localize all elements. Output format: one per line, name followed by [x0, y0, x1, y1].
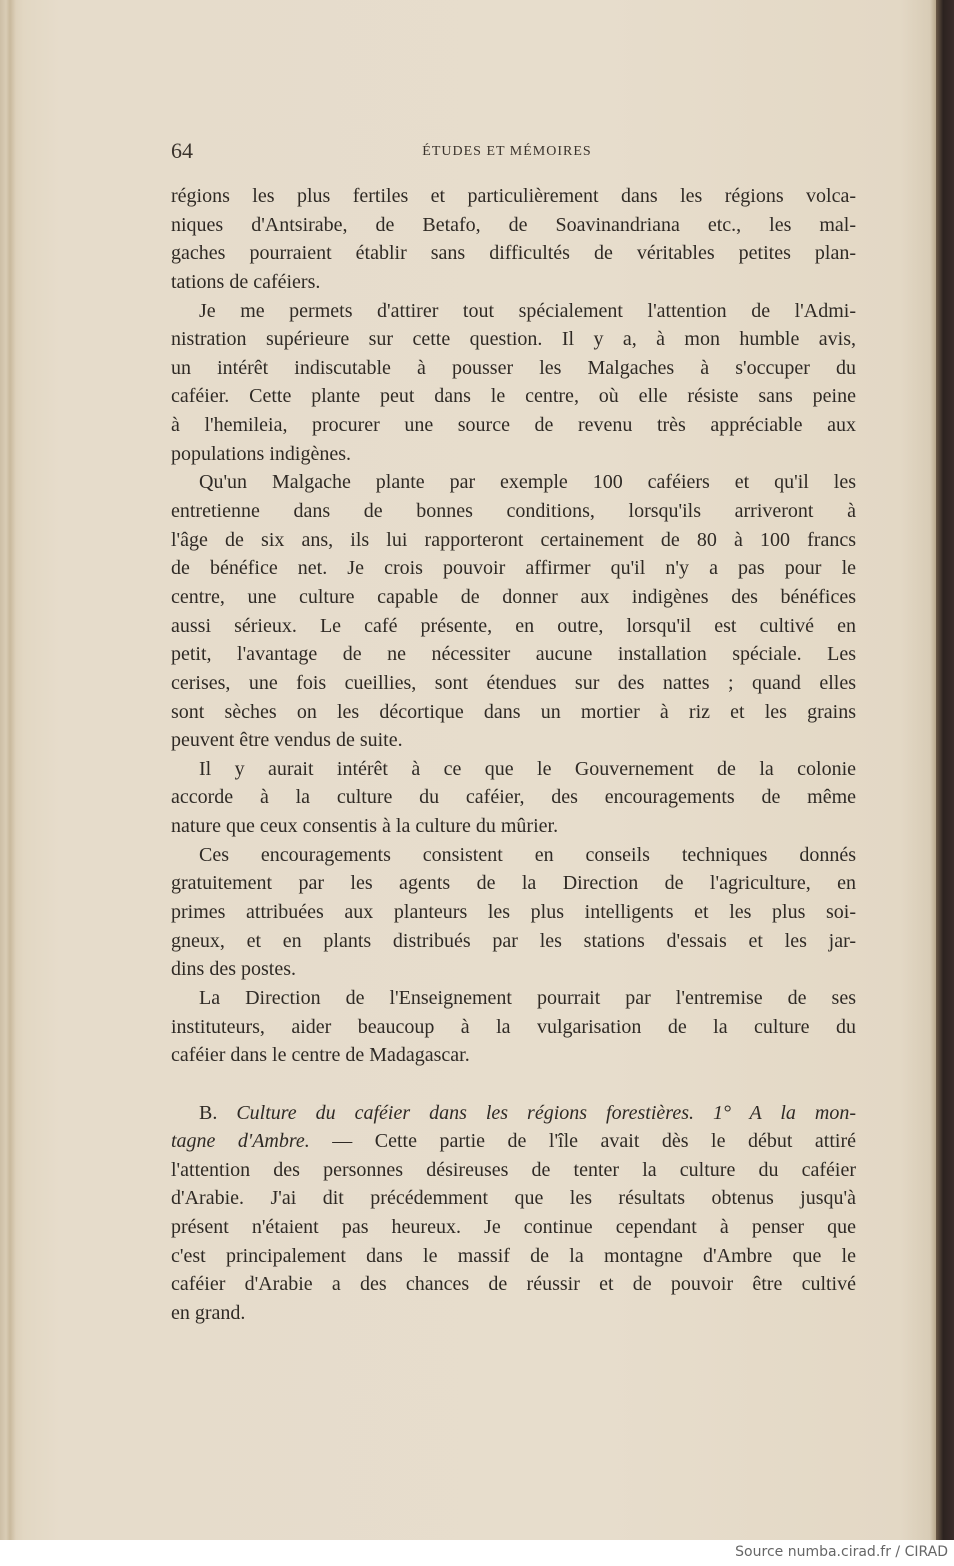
section-title: Culture du caféier dans les régions forestières. 1° A la mon-	[236, 1101, 856, 1124]
text-line: Je me permets d'attirer tout spécialement l'attention de l'Admi-	[199, 299, 856, 322]
page-body	[171, 182, 856, 1328]
text-line: de bénéfice net. Je crois pouvoir affirmer qu'il n'y a pas pour le	[171, 557, 856, 580]
section-b	[171, 1099, 856, 1328]
text-line: Qu'un Malgache plante par exemple 100 caféiers et qu'il les	[199, 471, 856, 494]
paragraph	[171, 297, 856, 469]
text-line: l'âge de six ans, ils lui rapporteront certainement de 80 à 100 francs	[171, 528, 856, 551]
text-line: nature que ceux consentis à la culture du mûrier.	[171, 815, 559, 838]
text-line: primes attribuées aux planteurs les plus intelligents et les plus soi-	[171, 901, 856, 924]
paragraph	[171, 755, 856, 841]
book-binding-edge	[936, 0, 954, 1540]
text-line: entretienne dans de bonnes conditions, lorsqu'ils arriveront à	[171, 500, 856, 523]
text-line: présent n'étaient pas heureux. Je continue cependant à penser que	[171, 1216, 856, 1239]
section-title-cont: tagne d'Ambre.	[171, 1130, 310, 1153]
text-line: caféier d'Arabie a des chances de réussir et de pouvoir être cultivé	[171, 1273, 856, 1296]
text-line: La Direction de l'Enseignement pourrait par l'entremise de ses	[199, 986, 856, 1009]
text-line: d'Arabie. J'ai dit précédemment que les résultats obtenus jusqu'à	[171, 1187, 856, 1210]
paragraph	[171, 468, 856, 754]
text-line: caféier. Cette plante peut dans le centre, où elle résiste sans peine	[171, 385, 856, 408]
text-line: Il y aurait intérêt à ce que le Gouvernement de la colonie	[199, 757, 856, 780]
text-line: dins des postes.	[171, 958, 296, 981]
text-line: sont sèches on les décortique dans un mortier à riz et les grains	[171, 700, 856, 723]
text-line: l'attention des personnes désireuses de tenter la culture du caféier	[171, 1158, 856, 1181]
text-line	[171, 1127, 856, 1156]
text-line: instituteurs, aider beaucoup à la vulgarisation de la culture du	[171, 1015, 856, 1038]
text-line: tations de caféiers.	[171, 270, 321, 293]
section-label: B.	[199, 1101, 218, 1124]
text-line: caféier dans le centre de Madagascar.	[171, 1044, 470, 1067]
running-title: ÉTUDES ET MÉMOIRES	[422, 144, 592, 159]
text-line: à l'hemileia, procurer une source de revenu très appréciable aux	[171, 414, 856, 437]
text-line: cerises, une fois cueillies, sont étendues sur des nattes ; quand elles	[171, 671, 856, 694]
text-line: en grand.	[171, 1301, 246, 1324]
text-line: un intérêt indiscutable à pousser les Malgaches à s'occuper du	[171, 356, 856, 379]
text-line: c'est principalement dans le massif de la montagne d'Ambre que le	[171, 1244, 856, 1267]
paragraph	[171, 841, 856, 984]
text-line: niques d'Antsirabe, de Betafo, de Soavinandriana etc., les mal-	[171, 213, 856, 236]
text-line: nistration supérieure sur cette question. Il y a, à mon humble avis,	[171, 328, 856, 351]
text-line: gaches pourraient établir sans difficultés de véritables petites plan-	[171, 242, 856, 265]
text-line: Ces encouragements consistent en conseils techniques donnés	[199, 843, 856, 866]
paragraph	[171, 182, 856, 297]
section-heading-line	[171, 1099, 856, 1128]
source-credit: Source numba.cirad.fr / CIRAD	[735, 1544, 948, 1560]
text-line: gratuitement par les agents de la Direction de l'agriculture, en	[171, 872, 856, 895]
text-line: accorde à la culture du caféier, des encouragements de même	[171, 786, 856, 809]
text-line: populations indigènes.	[171, 442, 351, 465]
page-number: 64	[171, 138, 193, 163]
text-line: aussi sérieux. Le café présente, en outre, lorsqu'il est cultivé en	[171, 614, 856, 637]
paragraph	[171, 984, 856, 1070]
text-line: gneux, et en plants distribués par les stations d'essais et les jar-	[171, 929, 856, 952]
text-line: régions les plus fertiles et particulièrement dans les régions volca-	[171, 185, 856, 207]
text-span: — Cette partie de l'île avait dès le début attiré	[309, 1130, 856, 1153]
text-line: peuvent être vendus de suite.	[171, 729, 403, 752]
text-line: centre, une culture capable de donner aux indigènes des bénéfices	[171, 585, 856, 608]
text-line: petit, l'avantage de ne nécessiter aucune installation spéciale. Les	[171, 643, 856, 666]
